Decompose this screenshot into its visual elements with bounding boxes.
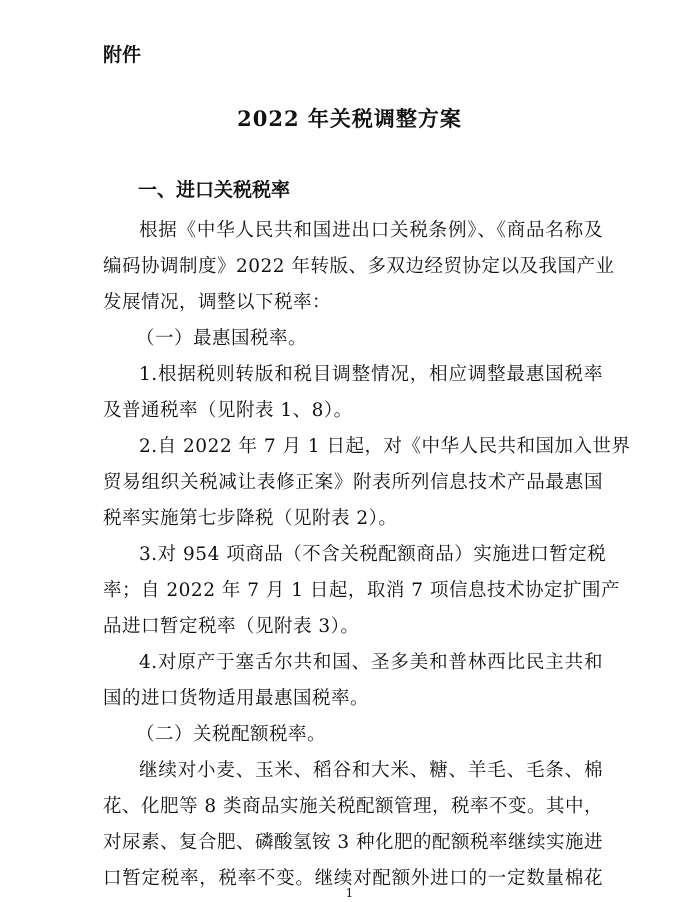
body-line: 花、化肥等 8 类商品实施关税配额管理，税率不变。其中，: [103, 796, 604, 817]
body-line: 品进口暂定税率（见附表 3）。: [103, 616, 360, 637]
body-line: 及普通税率（见附表 1、8）。: [103, 400, 353, 421]
body-line: 3.对 954 项商品（不含关税配额商品）实施进口暂定税: [139, 544, 607, 565]
body-line: 国的进口货物适用最惠国税率。: [103, 688, 370, 709]
attachment-label: 附件: [103, 44, 142, 66]
body-line: 继续对小麦、玉米、稻谷和大米、糖、羊毛、毛条、棉: [139, 760, 603, 781]
body-line: 口暂定税率，税率不变。继续对配额外进口的一定数量棉花: [103, 868, 603, 889]
body-line: 贸易组织关税减让表修正案》附表所列信息技术产品最惠国: [103, 472, 603, 493]
subsection-heading: （一）最惠国税率。: [136, 328, 308, 349]
document-title: 2022 年关税调整方案: [237, 106, 462, 131]
body-line: 2.自 2022 年 7 月 1 日起，对《中华人民共和国加入世界: [139, 436, 631, 457]
body-line: 率；自 2022 年 7 月 1 日起，取消 7 项信息技术协定扩围产: [103, 580, 620, 601]
body-line: 编码协调制度》2022 年转版、多双边经贸协定以及我国产业: [103, 256, 615, 277]
body-line: 发展情况，调整以下税率：: [103, 292, 332, 313]
document-body: [103, 213, 631, 897]
body-line: 税率实施第七步降税（见附表 2）。: [103, 508, 398, 529]
body-line: 1.根据税则转版和税目调整情况，相应调整最惠国税率: [139, 364, 603, 385]
body-line: 根据《中华人民共和国进出口关税条例》、《商品名称及: [139, 220, 603, 241]
body-line: 对尿素、复合肥、磷酸氢铵 3 种化肥的配额税率继续实施进: [103, 832, 604, 853]
body-line: 4.对原产于塞舌尔共和国、圣多美和普林西比民主共和: [139, 652, 603, 673]
subsection-heading: （二）关税配额税率。: [136, 724, 327, 745]
page-number: 1: [345, 886, 354, 900]
section-heading: 一、进口关税税率: [138, 179, 291, 201]
